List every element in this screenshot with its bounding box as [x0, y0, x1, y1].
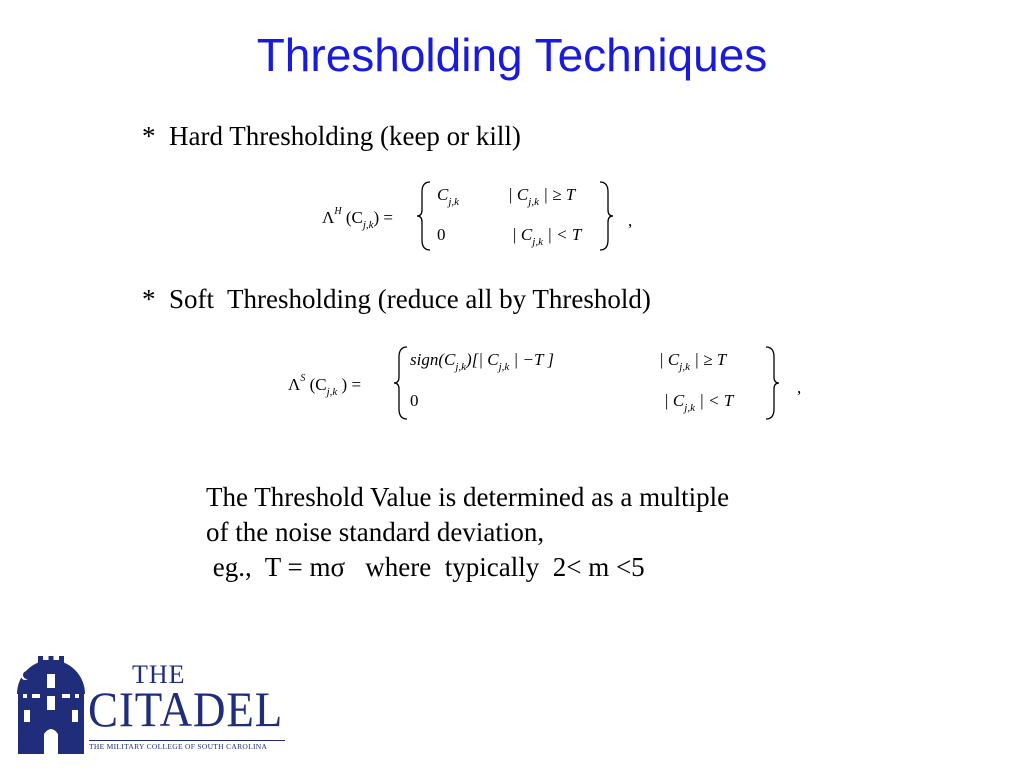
lambda-symbol: Λ — [288, 375, 301, 394]
right-brace-icon — [598, 180, 614, 252]
soft-formula-comma: , — [797, 378, 802, 397]
soft-case1-condition: | $C_{j,k}$ | ≥ T — [659, 350, 727, 373]
left-brace-icon — [393, 345, 409, 421]
hard-formula-comma: , — [628, 211, 633, 230]
threshold-explanation — [206, 480, 729, 585]
logo-the: THE — [132, 660, 186, 689]
hard-case2-value: 0 — [437, 225, 446, 244]
lhs-subscript: j,k — [362, 219, 374, 231]
hard-case1-condition: | $C_{j,k}$ | ≥ T — [508, 185, 576, 208]
citadel-tower-icon — [14, 650, 88, 754]
bullet-hard-thresholding: * Hard Thresholding (keep or kill) — [142, 121, 521, 151]
soft-case2-condition: | $C_{j,k}$ | < T — [664, 391, 734, 414]
logo-citadel: CITADEL — [88, 681, 284, 737]
explanation-line-3: eg., T = mσ where typically 2< m <5 — [206, 552, 645, 583]
explanation-line-1: The Threshold Value is determined as a multiple — [206, 482, 730, 512]
lhs-arg: (C — [345, 208, 363, 227]
lambda-symbol: Λ — [322, 208, 335, 227]
superscript-s: S — [300, 373, 306, 384]
left-brace-icon — [416, 180, 432, 252]
bullet-soft-thresholding: * Soft Thresholding (reduce all by Threshold) — [142, 284, 651, 314]
right-brace-icon — [764, 345, 780, 421]
soft-formula-lhs: $\Lambda^S$ ($C_{j,k}$ ) = — [288, 373, 362, 398]
hard-case1-value: $C_{j,k}$ — [437, 185, 460, 208]
slide-title: Thresholding Techniques — [256, 29, 768, 81]
lhs-close: ) = — [373, 208, 394, 227]
hard-formula-lhs — [322, 207, 393, 231]
soft-case2-value: 0 — [410, 391, 419, 410]
hard-case2-condition: | $C_{j,k}$ | < T — [512, 225, 582, 248]
soft-case1-value: $sign(C_{j,k})[|$ $C_{j,k}$ | −T ] — [410, 350, 554, 373]
logo-tagline: THE MILITARY COLLEGE OF SOUTH CAROLINA — [89, 740, 285, 751]
explanation-line-2: of the noise standard deviation, — [206, 517, 545, 548]
superscript-h: H — [334, 206, 342, 217]
